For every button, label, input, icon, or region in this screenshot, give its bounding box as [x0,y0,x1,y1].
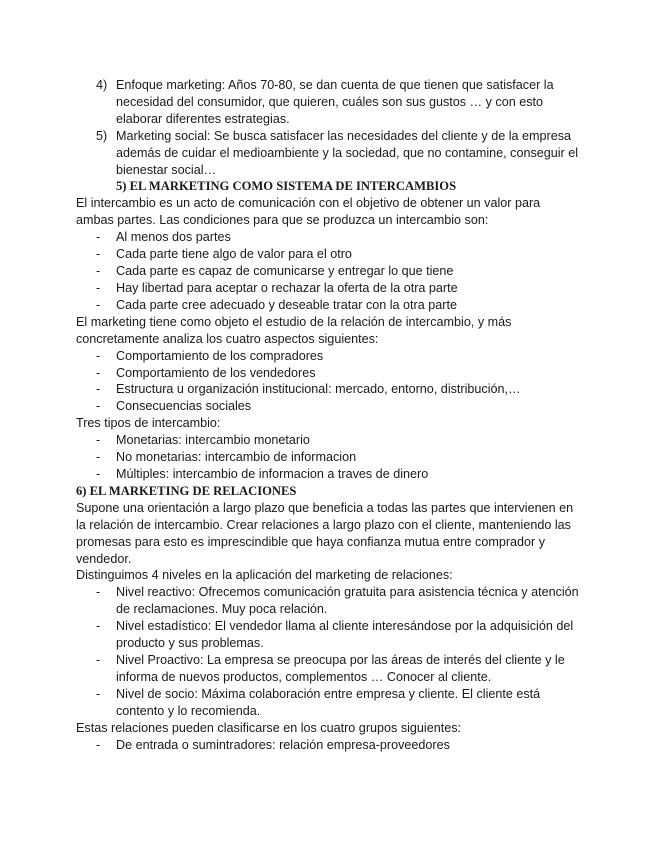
list-marker: - [96,585,101,600]
list-item-text: Hay libertad para aceptar o rechazar la oferta de la otra parte [116,280,458,295]
list-item [76,297,581,314]
list-item-text: Nivel de socio: Máxima colaboración entre empresa y cliente. El cliente está contento y lo recomienda. [116,686,541,718]
list-item [76,398,581,415]
list-item [76,449,581,466]
list-item [76,229,581,246]
list-item [76,652,581,686]
list-item [76,381,581,398]
list-marker: - [96,433,101,448]
list-marker: - [96,348,101,363]
list-marker: - [96,297,101,312]
list-item-text: Consecuencias sociales [116,399,252,414]
list-item [76,263,581,280]
list-item-text: Nivel Proactivo: La empresa se preocupa por las áreas de interés del cliente y le informa de nuevos productos, complementos … Conocer al cliente. [116,653,565,684]
list-item-text: Nivel estadístico: El vendedor llama al cliente interesándose por la adquisición del producto y sus problemas. [116,619,574,651]
list-item-text: Cada parte es capaz de comunicarse y entregar lo que tiene [116,264,454,279]
types-intro: Tres tipos de intercambio: [76,416,221,431]
list-item [76,280,581,297]
item-text: Marketing social: Se busca satisfacer las necesidades del cliente y de la empresa además de cuidar el medioambiente y la sociedad, que no contamine, conseguir el bienestar social… [116,128,579,177]
list-item [76,618,581,652]
list-item-text: Múltiples: intercambio de informacion a traves de dinero [116,466,429,481]
groups-intro: Estas relaciones pueden clasificarse en los cuatro grupos siguientes: [76,720,462,735]
numbered-item-4 [76,77,581,128]
list-item [76,737,581,754]
list-item [76,466,581,483]
list-marker: - [96,247,101,262]
list-item-text: Estructura u organización institucional: mercado, entorno, distribución,… [116,382,521,397]
list-item [76,432,581,449]
types-list [76,432,581,483]
page-content [76,77,581,753]
list-marker: - [96,280,101,295]
section-5-intro: El intercambio es un acto de comunicación con el objetivo de obtener un valor para ambas partes. Las condiciones para que se produzca un intercambio son: [76,196,541,228]
section-6-intro: Supone una orientación a largo plazo que beneficia a todas las partes que intervienen en la relación de intercambio. Crear relaciones a largo plazo con el cliente, manteniendo las promesas para esto es imprescindible que haya confianza mutua entre comprador y vendedor. [76,500,574,566]
aspects-intro: El marketing tiene como objeto el estudio de la relación de intercambio, y más concretamente analiza los cuatro aspectos siguientes: [76,314,512,346]
list-item [76,348,581,365]
numbered-item-5 [76,128,581,179]
list-marker: - [96,737,101,752]
list-item-text: Al menos dos partes [116,230,231,245]
list-marker: - [96,450,101,465]
item-number: 4) [96,78,108,92]
aspects-list [76,348,581,416]
list-item-text: Comportamiento de los compradores [116,348,324,363]
list-marker: - [96,619,101,634]
list-item [76,584,581,618]
list-item-text: Comportamiento de los vendedores [116,365,316,380]
list-marker: - [96,653,101,667]
list-item-text: Nivel reactivo: Ofrecemos comunicación gratuita para asistencia técnica y atención de reclamaciones. Muy poca relación. [116,585,579,617]
section-6-heading: 6) EL MARKETING DE RELACIONES [76,483,297,498]
list-marker: - [96,686,101,701]
list-item [76,365,581,382]
list-marker: - [96,230,101,245]
groups-list [76,737,581,754]
levels-list [76,584,581,719]
list-marker: - [96,466,101,481]
list-marker: - [96,365,101,380]
conditions-list [76,229,581,314]
levels-intro: Distinguimos 4 niveles en la aplicación del marketing de relaciones: [76,568,453,583]
list-item-text: De entrada o sumintradores: relación empresa-proveedores [116,737,450,752]
list-item-text: Monetarias: intercambio monetario [116,433,310,448]
list-marker: - [96,382,101,397]
list-item [76,686,581,720]
list-item-text: Cada parte tiene algo de valor para el otro [116,247,352,262]
list-item [76,246,581,263]
item-text: Enfoque marketing: Años 70-80, se dan cuenta de que tienen que satisfacer la necesidad del consumidor, que quieren, cuáles son sus gustos … y con esto elaborar diferentes estrategias. [116,78,554,126]
list-item-text: No monetarias: intercambio de informacion [116,450,357,465]
list-marker: - [96,399,101,414]
section-5-heading: 5) EL MARKETING COMO SISTEMA DE INTERCAMBIOS [116,179,457,194]
list-item-text: Cada parte cree adecuado y deseable tratar con la otra parte [116,297,457,312]
item-number: 5) [96,128,108,143]
list-marker: - [96,264,101,279]
